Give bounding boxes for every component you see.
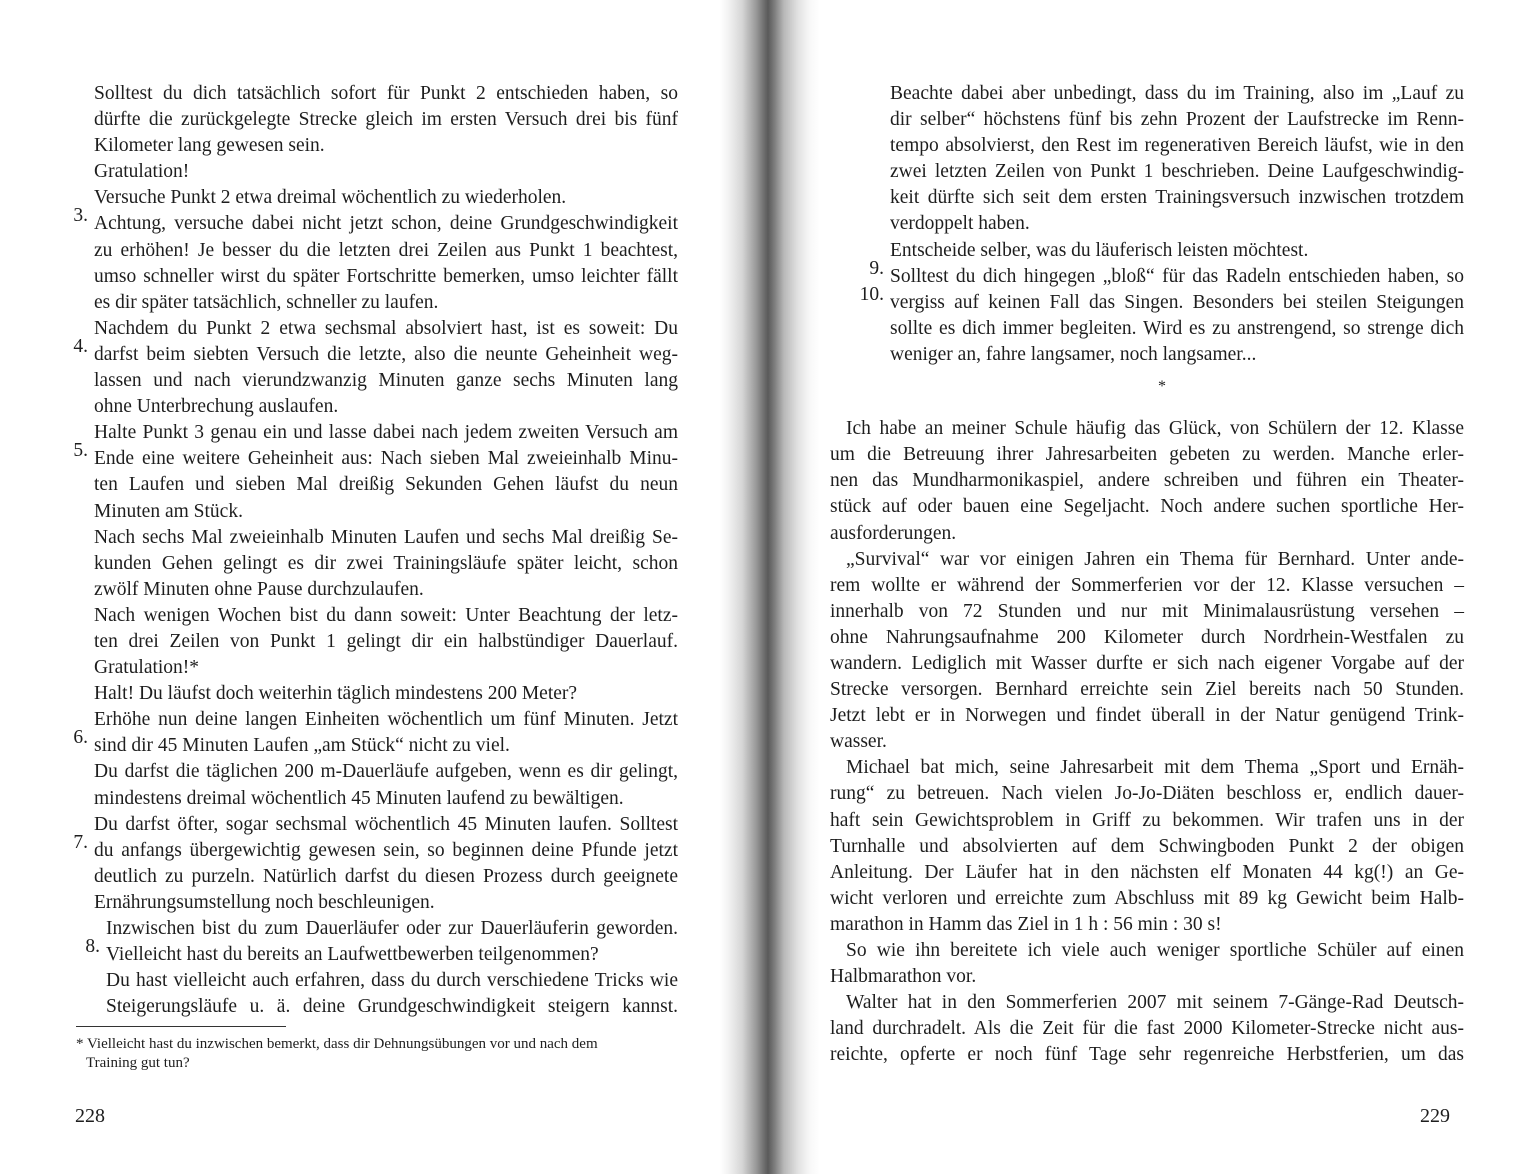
list-number: 4. bbox=[73, 335, 88, 357]
line-text: Walter hat in den Sommerferien 2007 mit seinem 7-Gänge-Rad Deutsch- bbox=[846, 992, 1464, 1014]
line-text: sollte es dich immer begleiten. Wird es zu anstrengend, so strenge dich bbox=[890, 317, 1464, 339]
footnote-line: * Vielleicht hast du inzwischen bemerkt, dass dir Dehnungsübungen vor und nach dem bbox=[76, 1036, 598, 1052]
line-text: Ich habe an meiner Schule häufig das Glück, von Schülern der 12. Klasse bbox=[846, 418, 1464, 440]
line-text: umso schneller wirst du später Fortschritte bemerken, umso leichter fällt bbox=[94, 265, 678, 287]
line-text: Nach sechs Mal zweieinhalb Minuten Laufen und sechs Mal dreißig Se- bbox=[94, 526, 678, 548]
text-line bbox=[94, 525, 678, 551]
line-text: Nach wenigen Wochen bist du dann soweit: Unter Beachtung der letz- bbox=[94, 604, 678, 626]
text-line bbox=[860, 211, 1464, 237]
line-text: Minuten am Stück. bbox=[94, 500, 243, 522]
text-line bbox=[830, 1016, 1464, 1042]
book-gutter bbox=[720, 0, 820, 1174]
text-line bbox=[830, 442, 1464, 468]
line-text: zwölf Minuten ohne Pause durchzulaufen. bbox=[94, 578, 424, 600]
text-line bbox=[860, 159, 1464, 185]
left-page-text bbox=[73, 81, 678, 1020]
text-line bbox=[94, 759, 678, 785]
list-number: 7. bbox=[73, 831, 88, 853]
line-text: dir selber“ höchstens fünf bis zehn Prozent der Laufstrecke im Renn- bbox=[890, 109, 1464, 131]
text-line bbox=[94, 133, 678, 159]
right-page-text bbox=[830, 81, 1464, 1068]
line-text: ausforderungen. bbox=[830, 522, 957, 544]
list-number: 9. bbox=[869, 257, 884, 279]
footnote-line: Training gut tun? bbox=[86, 1055, 190, 1071]
text-line bbox=[830, 468, 1464, 494]
line-text: Gratulation! bbox=[94, 161, 190, 183]
line-text: dürfte die zurückgelegte Strecke gleich im ersten Versuch drei bis fünf bbox=[94, 109, 678, 131]
text-line bbox=[830, 912, 1464, 938]
line-text: deutlich zu purzeln. Natürlich darfst du diesen Prozess durch geeignete bbox=[94, 865, 678, 887]
line-text: Beachte dabei aber unbedingt, dass du im Training, also im „Lauf zu bbox=[890, 83, 1464, 104]
line-text: Jetzt lebt er in Norwegen und findet überall in der Natur genügend Trink- bbox=[830, 705, 1464, 727]
line-text: Entscheide selber, was du läuferisch leisten möchtest. bbox=[890, 239, 1309, 261]
line-text: wandern. Lediglich mit Wasser durfte er sich nach eigener Vorgabe auf der bbox=[830, 652, 1464, 674]
line-text: Halt! Du läufst doch weiterhin täglich mindestens 200 Meter? bbox=[94, 683, 578, 705]
body-paragraphs bbox=[830, 416, 1464, 1068]
line-text: Strecke versorgen. Bernhard erreichte sein Ziel bereits nach 50 Stunden. bbox=[830, 679, 1464, 701]
text-line bbox=[830, 599, 1464, 625]
line-text: Kilometer lang gewesen sein. bbox=[94, 135, 325, 157]
text-line bbox=[94, 786, 678, 812]
line-text: ohne Nahrungsaufnahme 200 Kilometer durch Nordrhein-Westfalen zu bbox=[830, 626, 1464, 648]
line-text: Halbmarathon vor. bbox=[830, 966, 977, 988]
line-text: wicht verloren und erreichte zum Abschluss mit 89 kg Gewicht beim Halb- bbox=[830, 887, 1464, 909]
list-number: 3. bbox=[73, 205, 88, 227]
line-text: ten Laufen und sieben Mal dreißig Sekunden Gehen läufst du neun bbox=[94, 474, 678, 496]
text-line bbox=[94, 159, 678, 185]
page-number-left: 228 bbox=[75, 1105, 105, 1127]
line-text: um die Betreuung ihrer Jahresarbeiten gebeten zu werden. Manche erler- bbox=[830, 444, 1464, 466]
text-line bbox=[94, 838, 678, 864]
line-text: ten drei Zeilen von Punkt 1 gelingt dir ein halbstündiger Dauerlauf. bbox=[94, 630, 678, 652]
list-number: 10. bbox=[859, 283, 884, 305]
line-text: Gratulation!* bbox=[94, 657, 200, 679]
text-line bbox=[860, 107, 1464, 133]
line-text: Du darfst öfter, sogar sechsmal wöchentlich 45 Minuten laufen. Solltest bbox=[94, 813, 678, 835]
text-line bbox=[830, 547, 1464, 573]
text-line bbox=[94, 629, 678, 655]
text-line bbox=[860, 290, 1464, 316]
line-text: Ende eine weitere Geheinheit aus: Nach sieben Mal zweieinhalb Minu- bbox=[94, 448, 678, 470]
line-text: Solltest du dich tatsächlich sofort für Punkt 2 entschieden haben, so bbox=[94, 83, 678, 104]
line-text: Michael bat mich, seine Jahresarbeit mit dem Thema „Sport und Ernäh- bbox=[846, 757, 1464, 779]
list-number: 5. bbox=[73, 440, 88, 462]
line-text: zu erhöhen! Je besser du die letzten drei Zeilen aus Punkt 1 beachtest, bbox=[94, 239, 678, 261]
line-text: Ernährungsumstellung noch beschleunigen. bbox=[94, 891, 435, 913]
line-text: marathon in Hamm das Ziel in 1 h : 56 min : 30 s! bbox=[830, 913, 1222, 935]
line-text: Inzwischen bist du zum Dauerläufer oder zur Dauerläuferin geworden. bbox=[106, 918, 678, 939]
text-line bbox=[830, 834, 1464, 860]
text-line bbox=[830, 625, 1464, 651]
line-text: weniger an, fahre langsamer, noch langsamer... bbox=[890, 343, 1257, 365]
text-line bbox=[830, 703, 1464, 729]
text-line bbox=[830, 808, 1464, 834]
text-line bbox=[94, 551, 678, 577]
text-line bbox=[94, 107, 678, 133]
line-text: vergiss auf keinen Fall das Singen. Besonders bei steilen Steigungen bbox=[890, 291, 1464, 313]
text-line bbox=[94, 864, 678, 890]
footnote-rule bbox=[76, 1026, 286, 1027]
section-separator: * bbox=[1158, 378, 1166, 396]
line-text: rung“ zu betreuen. Nach vielen Jo-Jo-Diäten beschloss er, endlich dauer- bbox=[830, 783, 1464, 805]
list-number: 8. bbox=[85, 936, 100, 957]
text-line bbox=[94, 942, 678, 968]
line-text: Turnhalle und absolvierten auf dem Schwingboden Punkt 2 der obigen bbox=[830, 835, 1464, 857]
text-line bbox=[94, 577, 678, 603]
line-text: Halte Punkt 3 genau ein und lasse dabei nach jedem zweiten Versuch am bbox=[94, 422, 678, 444]
line-text: sind dir 45 Minuten Laufen „am Stück“ nicht zu viel. bbox=[94, 735, 510, 757]
line-text: Erhöhe nun deine langen Einheiten wöchentlich um fünf Minuten. Jetzt bbox=[94, 709, 678, 731]
line-text: lassen und nach vierundzwanzig Minuten ganze sechs Minuten lang bbox=[94, 370, 678, 392]
line-text: Du darfst die täglichen 200 m-Dauerläufe aufgeben, wenn es dir gelingt, bbox=[94, 761, 678, 783]
text-line bbox=[94, 238, 678, 264]
text-line bbox=[830, 521, 1464, 547]
line-text: keit dürfte sich seit dem ersten Trainingsversuch inzwischen trotzdem bbox=[890, 187, 1464, 209]
text-line bbox=[830, 573, 1464, 599]
text-line bbox=[830, 860, 1464, 886]
text-line bbox=[860, 185, 1464, 211]
text-line bbox=[94, 603, 678, 629]
line-text: „Survival“ war vor einigen Jahren ein Thema für Bernhard. Unter ande- bbox=[846, 548, 1464, 570]
line-text: verdoppelt haben. bbox=[890, 213, 1030, 235]
line-text: Versuche Punkt 2 etwa dreimal wöchentlich zu wiederholen. bbox=[94, 187, 567, 209]
text-line bbox=[830, 938, 1464, 964]
text-line bbox=[94, 81, 678, 107]
line-text: So wie ihn bereitete ich viele auch weniger sportliche Schüler auf einen bbox=[846, 940, 1464, 961]
text-line bbox=[94, 968, 678, 994]
line-text: Achtung, versuche dabei nicht jetzt schon, deine Grundgeschwindigkeit bbox=[94, 213, 678, 235]
line-text: zwei letzten Zeilen von Punkt 1 beschrieben. Deine Laufgeschwindig- bbox=[890, 161, 1464, 183]
text-line bbox=[94, 211, 678, 237]
line-text: Du hast vielleicht auch erfahren, dass du durch verschiedene Tricks wie bbox=[106, 970, 678, 992]
line-text: stück auf oder bauen eine Segeljacht. Noch andere suchen sportliche Her- bbox=[830, 496, 1464, 518]
text-line bbox=[860, 342, 1464, 368]
line-text: reichte, opferte er noch fünf Tage sehr regenreiche Herbstferien, um das bbox=[830, 1044, 1464, 1066]
text-line bbox=[830, 781, 1464, 807]
line-text: haft sein Gewichtsproblem in Griff zu bekommen. Wir trafen uns in der bbox=[830, 809, 1464, 831]
line-text: Anleitung. Der Läufer hat in den nächsten elf Monaten 44 kg(!) an Ge- bbox=[830, 861, 1464, 883]
line-text: innerhalb von 72 Stunden und nur mit Minimalausrüstung versehen – bbox=[830, 600, 1464, 622]
line-text: wasser. bbox=[830, 731, 887, 753]
text-line bbox=[830, 990, 1464, 1016]
line-text: mindestens dreimal wöchentlich 45 Minuten laufend zu bewältigen. bbox=[94, 787, 624, 809]
line-text: ohne Unterbrechung auslaufen. bbox=[94, 396, 339, 418]
text-line bbox=[830, 494, 1464, 520]
text-line bbox=[830, 964, 1464, 990]
list-number: 6. bbox=[73, 727, 88, 749]
line-text: du anfangs übergewichtig gewesen sein, so beginnen deine Pfunde jetzt bbox=[94, 839, 678, 861]
text-line bbox=[94, 890, 678, 916]
text-line bbox=[830, 651, 1464, 677]
text-line bbox=[94, 394, 678, 420]
line-text: rem wollte er während der Sommerferien vor der 12. Klasse versuchen – bbox=[830, 574, 1464, 596]
line-text: tempo absolvierst, den Rest im regenerativen Bereich läufst, wie in den bbox=[890, 135, 1464, 157]
text-line bbox=[860, 133, 1464, 159]
footnote bbox=[76, 1035, 680, 1073]
line-text: land durchradelt. Als die Zeit für die fast 2000 Kilometer-Strecke nicht aus- bbox=[830, 1018, 1464, 1040]
line-text: darfst beim siebten Versuch die letzte, also die neunte Geheinheit weg- bbox=[94, 343, 678, 365]
text-line bbox=[830, 1042, 1464, 1068]
text-line bbox=[860, 316, 1464, 342]
text-line bbox=[94, 264, 678, 290]
text-line bbox=[830, 677, 1464, 703]
text-line bbox=[830, 755, 1464, 781]
text-line bbox=[94, 342, 678, 368]
line-text: Solltest du dich hingegen „bloß“ für das Radeln entschieden haben, so bbox=[890, 265, 1464, 287]
text-line bbox=[830, 729, 1464, 755]
text-line bbox=[830, 416, 1464, 442]
left-page bbox=[0, 0, 720, 1174]
line-text: es dir später tatsächlich, schneller zu laufen. bbox=[94, 291, 439, 313]
text-line bbox=[860, 81, 1464, 107]
text-line bbox=[94, 733, 678, 759]
text-line bbox=[94, 655, 678, 681]
line-text: kunden Gehen gelingt es dir zwei Trainingsläufe später leicht, schon bbox=[94, 552, 678, 574]
text-line bbox=[94, 499, 678, 525]
line-text: nen das Mundharmonikaspiel, andere schreiben und führen ein Theater- bbox=[830, 470, 1464, 492]
line-text: Steigerungsläufe u. ä. deine Grundgeschwindigkeit steigern kannst. bbox=[106, 996, 678, 1018]
page-number-right: 229 bbox=[1420, 1105, 1450, 1127]
text-line bbox=[830, 886, 1464, 912]
text-line bbox=[94, 368, 678, 394]
text-line bbox=[94, 446, 678, 472]
line-text: Vielleicht hast du bereits an Laufwettbewerben teilgenommen? bbox=[106, 944, 599, 966]
right-page bbox=[820, 0, 1539, 1174]
text-line bbox=[94, 472, 678, 498]
text-line bbox=[94, 290, 678, 316]
text-line bbox=[94, 681, 678, 707]
text-line bbox=[94, 994, 678, 1020]
line-text: Nachdem du Punkt 2 etwa sechsmal absolviert hast, ist es soweit: Du bbox=[94, 317, 678, 339]
